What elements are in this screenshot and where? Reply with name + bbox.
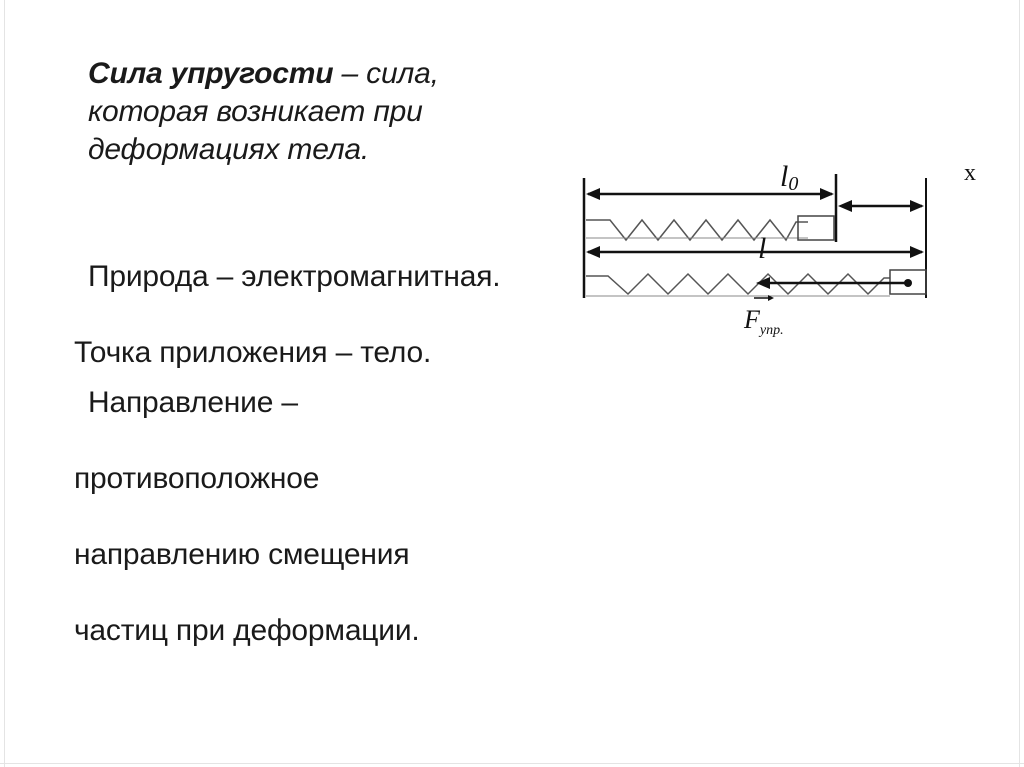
definition-term: Сила упругости — [88, 57, 334, 90]
direction-line: частиц при деформации. — [74, 614, 420, 647]
direction-line: противоположное — [74, 462, 320, 495]
definition-paragraph — [74, 55, 558, 169]
length-arrowhead-right — [910, 246, 924, 258]
slide-border-bottom — [0, 763, 1024, 764]
length-label: l — [758, 232, 767, 265]
rest-length-arrowhead-left — [586, 188, 600, 200]
rest-length-arrowhead-right — [820, 188, 834, 200]
spring-diagram-svg — [570, 150, 1010, 350]
rest-length-label: l0 — [780, 160, 799, 195]
axis-label: x — [964, 160, 976, 186]
length-arrowhead-left — [586, 246, 600, 258]
force-label: $F_{упр.}$ — [744, 305, 784, 338]
rest-block — [798, 216, 834, 240]
definition-text: – сила, которая возникает при деформациях тела. — [88, 57, 439, 166]
rest-spring — [586, 220, 808, 240]
extension-arrowhead-left — [838, 200, 852, 212]
application-point-line: Точка приложения – тело. — [74, 336, 432, 369]
nature-line: Природа – электромагнитная. — [88, 260, 501, 293]
slide-border-left — [4, 0, 5, 767]
direction-line: Направление – — [88, 386, 298, 419]
direction-line: направлению смещения — [74, 538, 410, 571]
spring-diagram — [570, 150, 1010, 350]
slide-border-right — [1019, 0, 1020, 767]
direction-paragraph — [74, 346, 504, 688]
extension-arrowhead-right — [910, 200, 924, 212]
